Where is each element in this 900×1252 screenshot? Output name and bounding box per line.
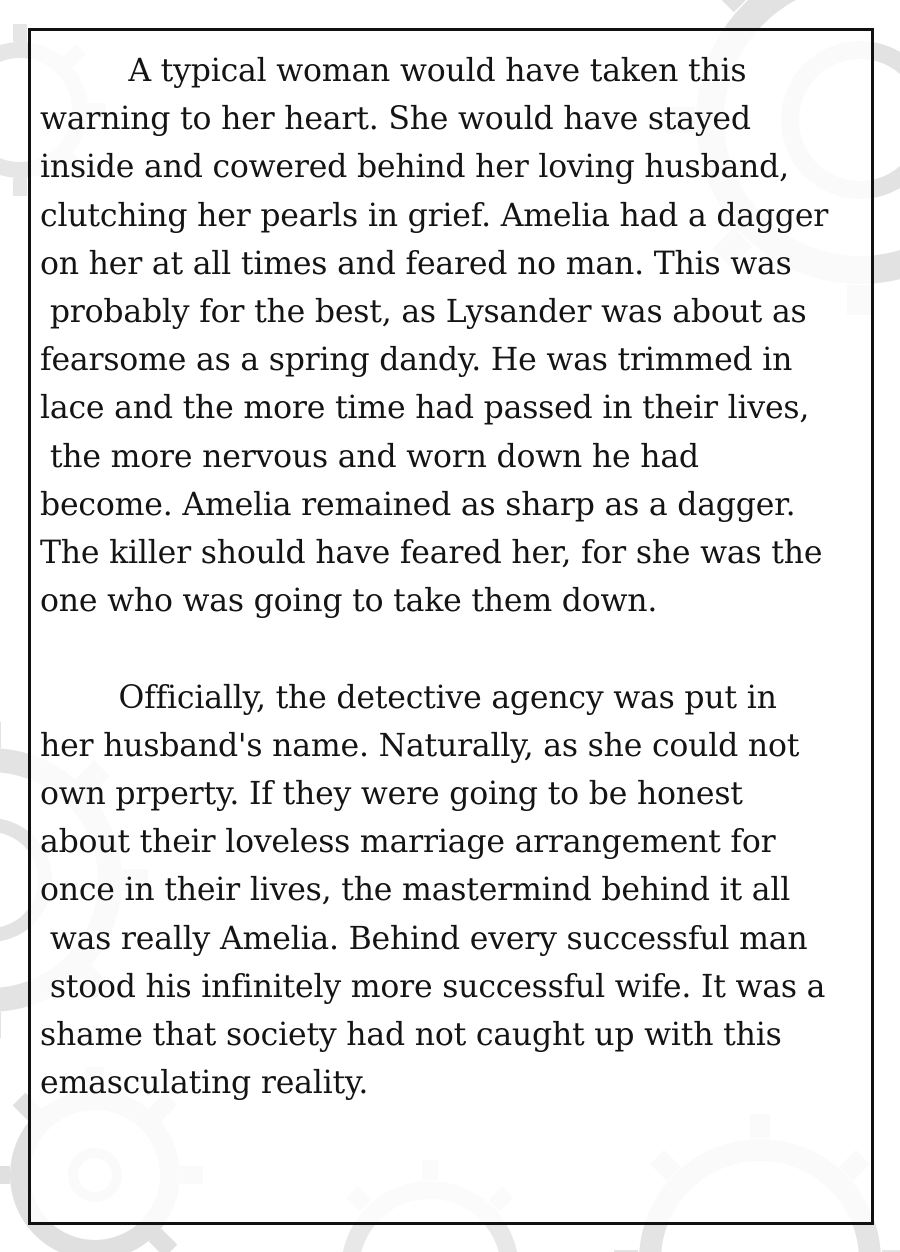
paragraph [40,47,870,625]
text-line: A typical woman would have taken this [40,53,747,89]
text-line: Officially, the detective agency was put in [40,679,777,716]
document-body [40,47,870,1107]
text-line: lace and the more time had passed in their lives, [40,390,810,427]
text-line: one who was going to take them down. [40,583,658,620]
text-line: once in their lives, the mastermind behind it all [40,872,791,909]
paragraph-spacer [40,625,870,673]
text-line: probably for the best, as Lysander was about as [40,294,807,331]
text-line: warning to her heart. She would have stayed [40,101,751,138]
text-line: her husband's name. Naturally, as she could not [40,727,800,764]
text-line: own prperty. If they were going to be honest [40,776,743,813]
text-line: fearsome as a spring dandy. He was trimmed in [40,342,793,379]
text-line: was really Amelia. Behind every successful man [40,920,808,957]
text-line: inside and cowered behind her loving husband, [40,149,789,186]
text-line: about their loveless marriage arrangement for [40,824,776,861]
text-line: clutching her pearls in grief. Amelia had a dagger [40,197,829,234]
paragraph [40,674,870,1108]
text-line: stood his infinitely more successful wife. It was a [40,968,826,1005]
text-line: become. Amelia remained as sharp as a dagger. [40,486,796,523]
page-frame [28,28,874,1225]
text-line: emasculating reality. [40,1065,369,1102]
text-line: the more nervous and worn down he had [40,438,699,475]
text-line: The killer should have feared her, for she was the [40,535,823,572]
text-line: on her at all times and feared no man. This was [40,245,792,282]
text-line: shame that society had not caught up with this [40,1017,782,1054]
